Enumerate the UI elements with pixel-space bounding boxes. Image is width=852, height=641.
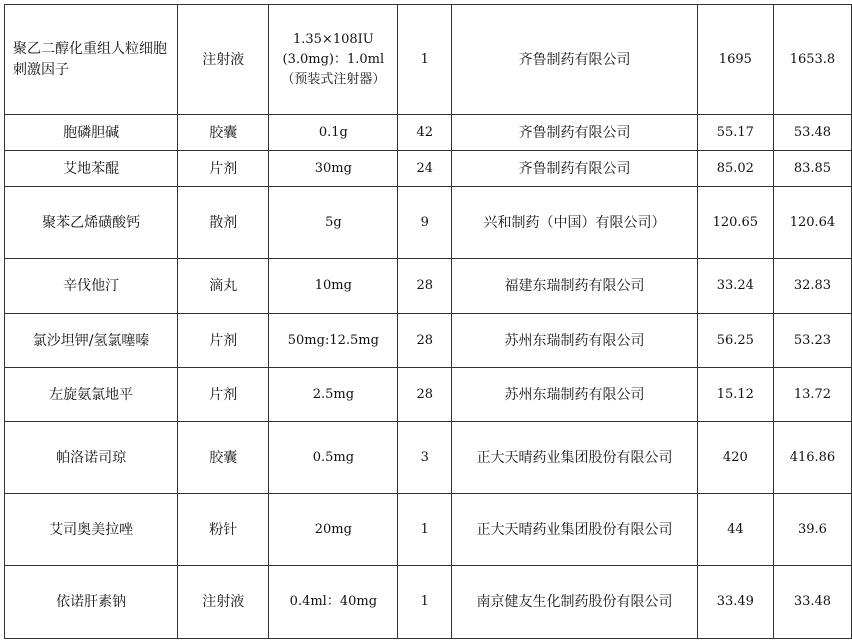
table-row xyxy=(5,368,852,422)
table-row xyxy=(5,259,852,314)
drug-name-cell: 氯沙坦钾/氢氯噻嗪 xyxy=(5,314,178,368)
dosage-form-cell: 注射液 xyxy=(178,5,269,115)
spec-cell: 0.1g xyxy=(269,115,398,151)
price-cell: 416.86 xyxy=(773,422,851,494)
dosage-form-cell: 片剂 xyxy=(178,151,269,187)
quantity-cell: 1 xyxy=(398,5,452,115)
price-cell: 56.25 xyxy=(697,314,773,368)
price-cell: 33.48 xyxy=(773,566,851,639)
spec-cell: 10mg xyxy=(269,259,398,314)
price-cell: 15.12 xyxy=(697,368,773,422)
drug-name-cell: 辛伐他汀 xyxy=(5,259,178,314)
table-row xyxy=(5,5,852,115)
spec-line: （预装式注射器） xyxy=(281,71,386,87)
company-cell: 齐鲁制药有限公司 xyxy=(452,5,698,115)
table-row xyxy=(5,314,852,368)
company-cell: 苏州东瑞制药有限公司 xyxy=(452,368,698,422)
table-row xyxy=(5,115,852,151)
spec-cell: 50mg:12.5mg xyxy=(269,314,398,368)
drug-name-cell: 聚乙二醇化重组人粒细胞刺激因子 xyxy=(5,5,178,115)
company-cell: 兴和制药（中国）有限公司） xyxy=(452,187,698,259)
company-cell: 苏州东瑞制药有限公司 xyxy=(452,314,698,368)
quantity-cell: 28 xyxy=(398,259,452,314)
price-cell: 85.02 xyxy=(697,151,773,187)
drug-name-cell: 胞磷胆碱 xyxy=(5,115,178,151)
drug-name-cell: 艾司奥美拉唑 xyxy=(5,494,178,566)
drug-price-table xyxy=(4,4,852,639)
price-cell: 83.85 xyxy=(773,151,851,187)
quantity-cell: 9 xyxy=(398,187,452,259)
drug-name-cell: 帕洛诺司琼 xyxy=(5,422,178,494)
drug-name-cell: 聚苯乙烯磺酸钙 xyxy=(5,187,178,259)
spec-cell: 30mg xyxy=(269,151,398,187)
table-row xyxy=(5,494,852,566)
dosage-form-cell: 片剂 xyxy=(178,368,269,422)
price-cell: 13.72 xyxy=(773,368,851,422)
drug-name-cell: 艾地苯醌 xyxy=(5,151,178,187)
spec-line: (3.0mg)：1.0ml xyxy=(282,51,385,67)
table-row xyxy=(5,151,852,187)
quantity-cell: 28 xyxy=(398,314,452,368)
drug-name-cell: 左旋氨氯地平 xyxy=(5,368,178,422)
drug-name-cell: 依诺肝素钠 xyxy=(5,566,178,639)
spec-cell: 0.4ml：40mg xyxy=(269,566,398,639)
table-row xyxy=(5,422,852,494)
company-cell: 南京健友生化制药股份有限公司 xyxy=(452,566,698,639)
price-cell: 120.65 xyxy=(697,187,773,259)
spec-line: 1.35×108IU xyxy=(292,31,374,47)
price-cell: 32.83 xyxy=(773,259,851,314)
company-cell: 福建东瑞制药有限公司 xyxy=(452,259,698,314)
quantity-cell: 1 xyxy=(398,494,452,566)
quantity-cell: 24 xyxy=(398,151,452,187)
quantity-cell: 42 xyxy=(398,115,452,151)
company-cell: 齐鲁制药有限公司 xyxy=(452,115,698,151)
spec-cell: 0.5mg xyxy=(269,422,398,494)
dosage-form-cell: 片剂 xyxy=(178,314,269,368)
company-cell: 齐鲁制药有限公司 xyxy=(452,151,698,187)
price-cell: 420 xyxy=(697,422,773,494)
price-cell: 33.49 xyxy=(697,566,773,639)
quantity-cell: 3 xyxy=(398,422,452,494)
spec-cell: 5g xyxy=(269,187,398,259)
company-cell: 正大天晴药业集团股份有限公司 xyxy=(452,494,698,566)
spec-cell: 20mg xyxy=(269,494,398,566)
price-cell: 53.48 xyxy=(773,115,851,151)
dosage-form-cell: 滴丸 xyxy=(178,259,269,314)
dosage-form-cell: 胶囊 xyxy=(178,115,269,151)
price-cell: 44 xyxy=(697,494,773,566)
dosage-form-cell: 粉针 xyxy=(178,494,269,566)
price-cell: 55.17 xyxy=(697,115,773,151)
price-cell: 120.64 xyxy=(773,187,851,259)
spec-cell xyxy=(269,5,398,115)
price-cell: 1653.8 xyxy=(773,5,851,115)
price-cell: 53.23 xyxy=(773,314,851,368)
price-cell: 1695 xyxy=(697,5,773,115)
price-cell: 39.6 xyxy=(773,494,851,566)
quantity-cell: 28 xyxy=(398,368,452,422)
table-row xyxy=(5,566,852,639)
dosage-form-cell: 注射液 xyxy=(178,566,269,639)
quantity-cell: 1 xyxy=(398,566,452,639)
spec-cell: 2.5mg xyxy=(269,368,398,422)
table-row xyxy=(5,187,852,259)
dosage-form-cell: 胶囊 xyxy=(178,422,269,494)
dosage-form-cell: 散剂 xyxy=(178,187,269,259)
company-cell: 正大天晴药业集团股份有限公司 xyxy=(452,422,698,494)
price-cell: 33.24 xyxy=(697,259,773,314)
